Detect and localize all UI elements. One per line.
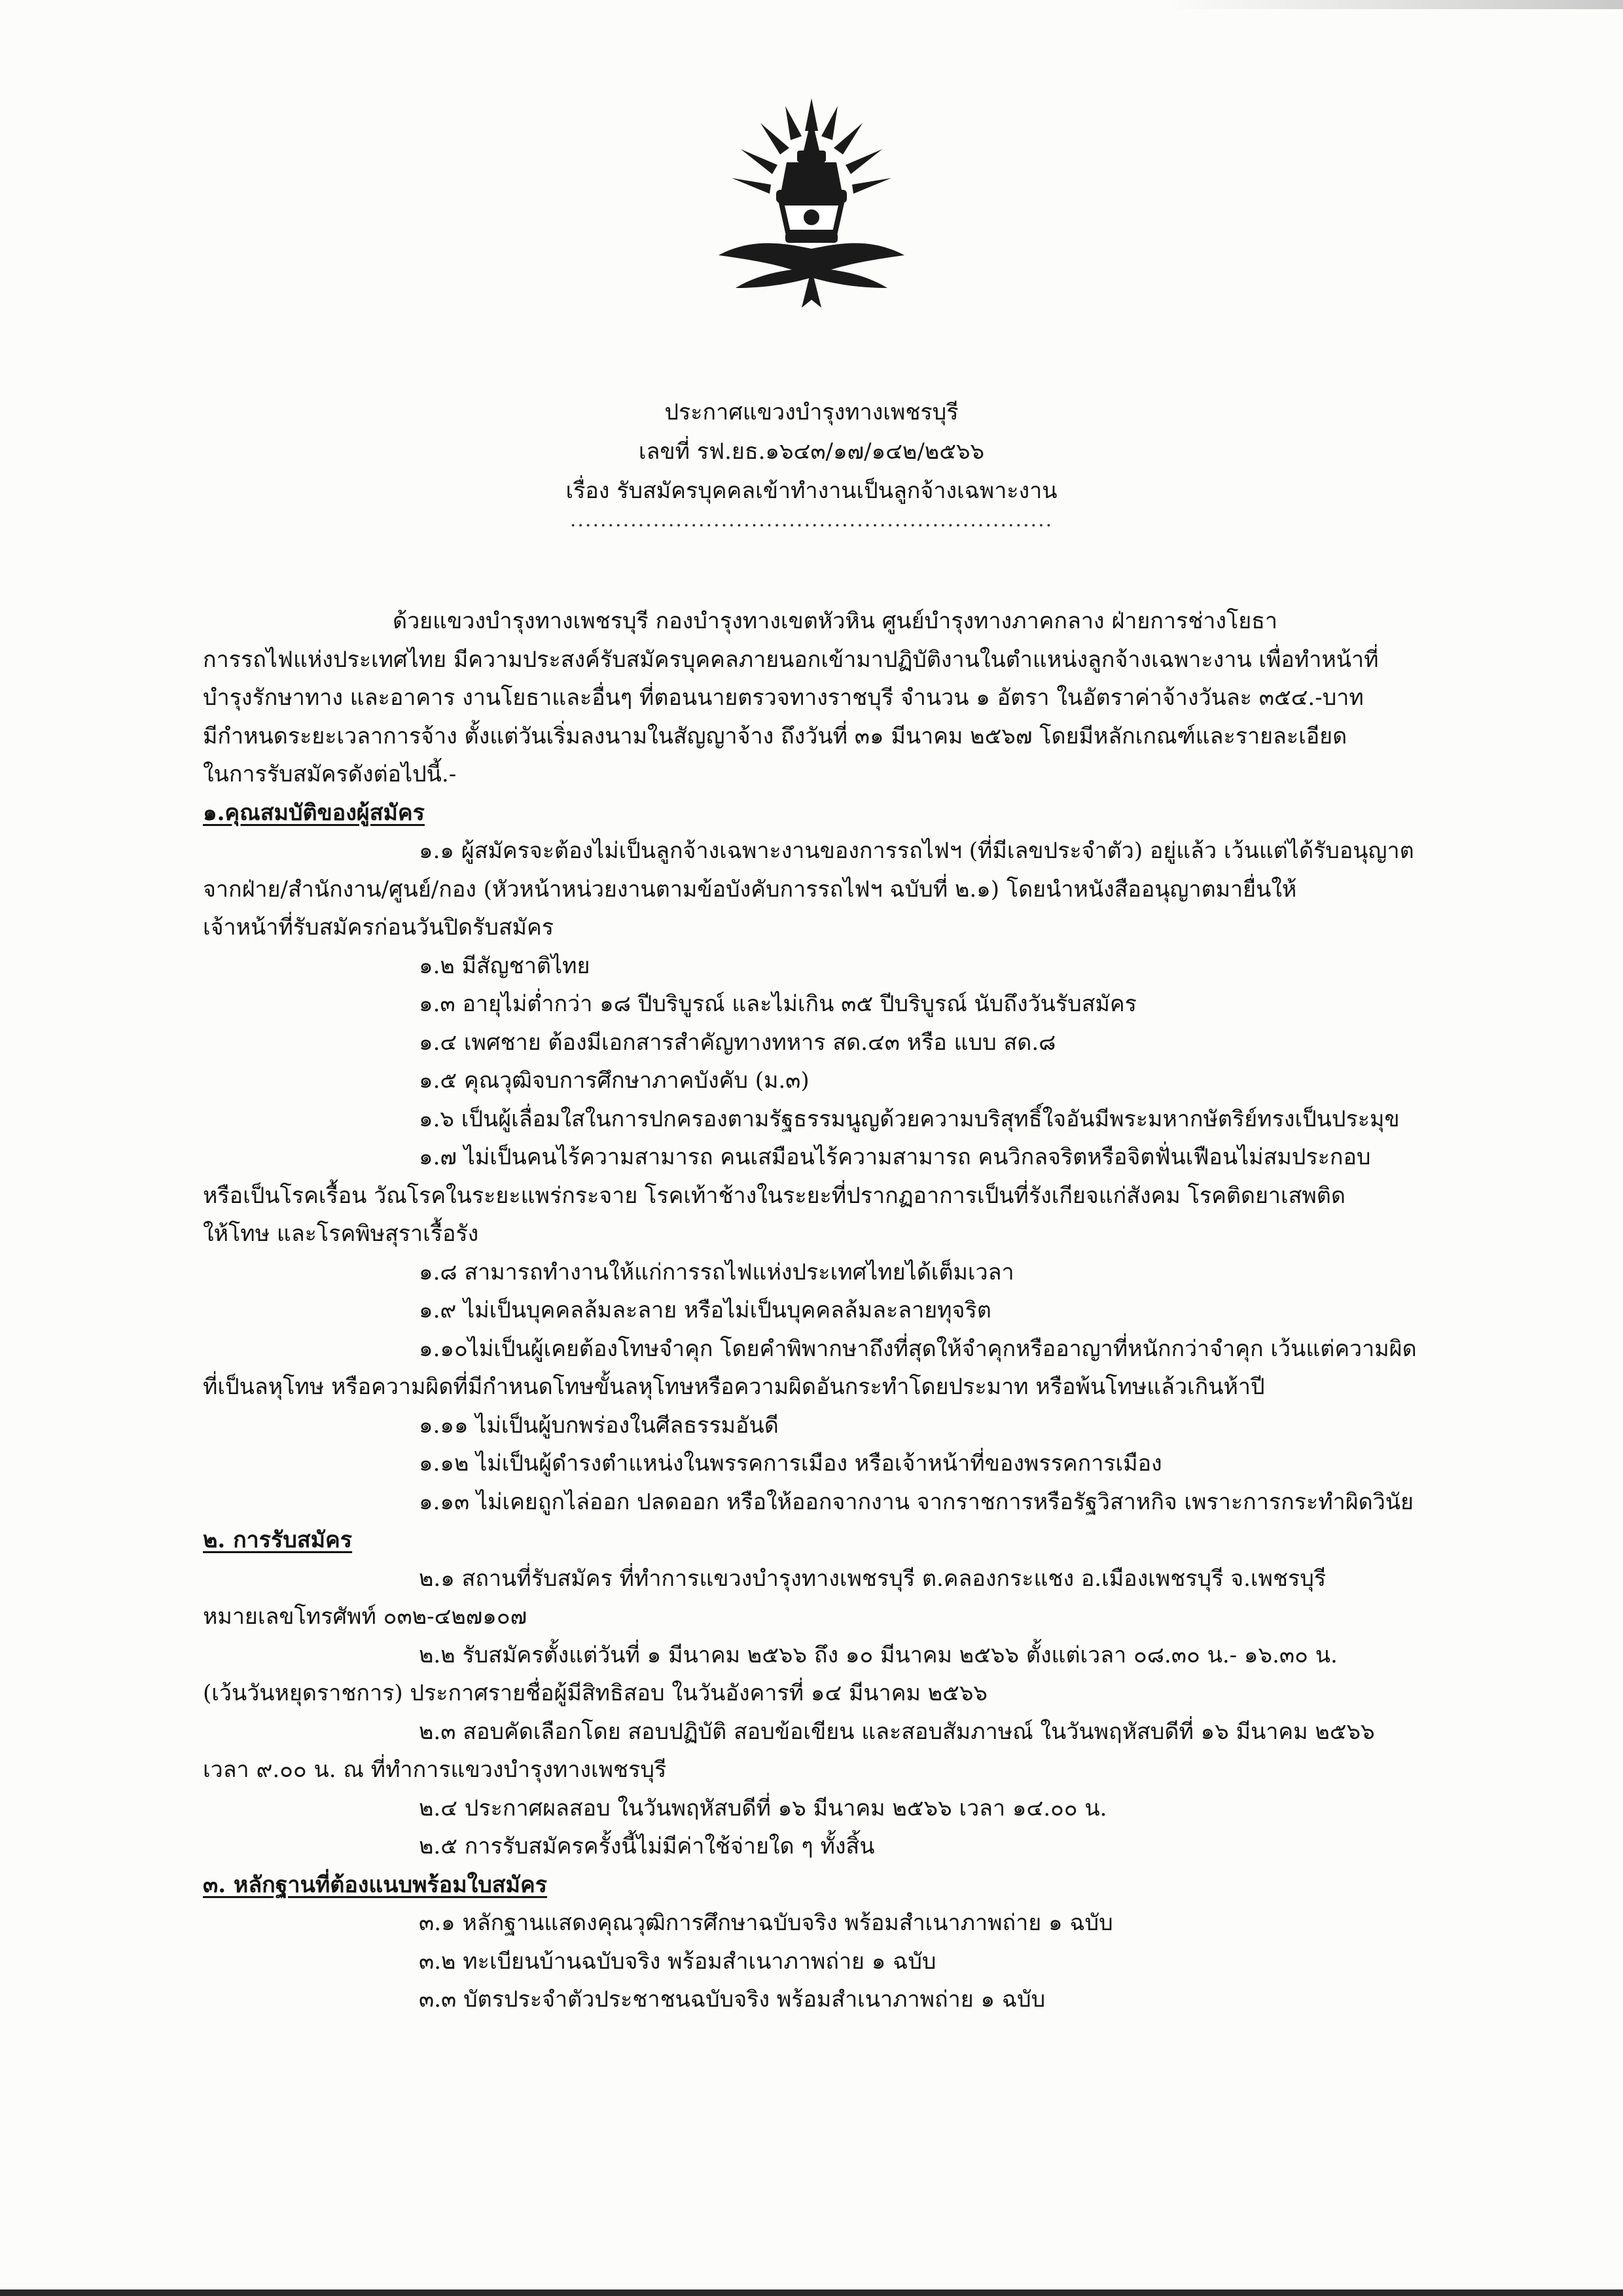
intro-line: บำรุงรักษาทาง และอาคาร งานโยธาและอื่นๆ ที่ตอนนายตรวจทางราชบุรี จำนวน ๑ อัตรา ในอัตราค่าจ้างวันละ ๓๕๔.-บาท <box>203 685 1364 711</box>
section-heading-documents: ๓. หลักฐานที่ต้องแนบพร้อมใบสมัคร <box>203 1871 547 1898</box>
qualification-item: ๑.๑๓ ไม่เคยถูกไล่ออก ปลดออก หรือให้ออกจากงาน จากราชการหรือรัฐวิสาหกิจ เพราะการกระทำผิดวินัย <box>419 1488 1414 1515</box>
application-item: ๒.๑ สถานที่รับสมัคร ที่ทำการแขวงบำรุงทางเพชรบุรี ต.คลองกระแชง อ.เมืองเพชรบุรี จ.เพชรบุรี <box>419 1565 1327 1592</box>
qualification-item: จากฝ่าย/สำนักงาน/ศูนย์/กอง (หัวหน้าหน่วยงานตามข้อบังคับการรถไฟฯ ฉบับที่ ๒.๑) โดยนำหนังสืออนุญาตมายื่นให้ <box>203 876 1297 903</box>
intro-line: มีกำหนดระยะเวลาการจ้าง ตั้งแต่วันเริ่มลงนามในสัญญาจ้าง ถึงวันที่ ๓๑ มีนาคม ๒๕๖๗ โดยมีหลักเกณฑ์และรายละเอียด <box>203 723 1347 749</box>
application-item: ๒.๓ สอบคัดเลือกโดย สอบปฏิบัติ สอบข้อเขียน และสอบสัมภาษณ์ ในวันพฤหัสบดีที่ ๑๖ มีนาคม ๒๕๖๖ <box>419 1718 1375 1745</box>
qualification-item: ๑.๑ ผู้สมัครจะต้องไม่เป็นลูกจ้างเฉพาะงานของการรถไฟฯ (ที่มีเลขประจำตัว) อยู่แล้ว เว้นแต่ได้รับอนุญาต <box>419 838 1414 864</box>
section-heading-application: ๒. การรับสมัคร <box>203 1527 353 1553</box>
application-item: เวลา ๙.๐๐ น. ณ ที่ทำการแขวงบำรุงทางเพชรบุรี <box>203 1757 667 1783</box>
qualification-item: ให้โทษ และโรคพิษสุราเรื้อรัง <box>203 1221 479 1247</box>
announcement-title: ประกาศแขวงบำรุงทางเพชรบุรี <box>664 399 959 425</box>
qualification-item: ๑.๓ อายุไม่ต่ำกว่า ๑๘ ปีบริบูรณ์ และไม่เกิน ๓๕ ปีบริบูรณ์ นับถึงวันรับสมัคร <box>419 991 1137 1017</box>
qualification-item: ๑.๖ เป็นผู้เลื่อมใสในการปกครองตามรัฐธรรมนูญด้วยความบริสุทธิ์ใจอันมีพระมหากษัตริย์ทรงเป็นประมุข <box>419 1105 1400 1132</box>
qualification-item: ๑.๒ มีสัญชาติไทย <box>419 952 590 979</box>
announcement-header <box>0 393 1623 530</box>
qualification-item: ๑.๘ สามารถทำงานให้แก่การรถไฟแห่งประเทศไทยได้เต็มเวลา <box>419 1259 1014 1285</box>
qualification-item: หรือเป็นโรคเรื้อน วัณโรคในระยะแพร่กระจาย โรคเท้าช้างในระยะที่ปรากฏอาการเป็นที่รังเกียจแก่สังคม โรคติดยาเสพติด <box>203 1182 1346 1209</box>
application-item: ๒.๕ การรับสมัครครั้งนี้ไม่มีค่าใช้จ่ายใด ๆ ทั้งสิ้น <box>419 1833 875 1859</box>
announcement-number: เลขที่ รฟ.ยธ.๑๖๔๓/๑๗/๑๔๒/๒๕๖๖ <box>638 439 985 465</box>
document-item: ๓.๓ บัตรประจำตัวประชาชนฉบับจริง พร้อมสำเนาภาพถ่าย ๑ ฉบับ <box>419 1986 1046 2013</box>
application-item: (เว้นวันหยุดราชการ) ประกาศรายชื่อผู้มีสิทธิสอบ ในวันอังคารที่ ๑๔ มีนาคม ๒๕๖๖ <box>203 1680 988 1706</box>
qualification-item: ๑.๙ ไม่เป็นบุคคลล้มละลาย หรือไม่เป็นบุคคลล้มละลายทุจริต <box>419 1297 991 1323</box>
document-item: ๓.๑ หลักฐานแสดงคุณวุฒิการศึกษาฉบับจริง พร้อมสำเนาภาพถ่าย ๑ ฉบับ <box>419 1910 1113 1936</box>
qualification-item: ๑.๕ คุณวุฒิจบการศึกษาภาคบังคับ (ม.๓) <box>419 1067 810 1094</box>
header-separator: ................................................................ <box>569 509 1054 531</box>
qualification-item: ที่เป็นลหุโทษ หรือความผิดที่มีกำหนดโทษขั้นลหุโทษหรือความผิดอันกระทำโดยประมาท หรือพ้นโทษแล้วเกินห้าปี <box>203 1374 1265 1400</box>
qualification-item: ๑.๗ ไม่เป็นคนไร้ความสามารถ คนเสมือนไร้ความสามารถ คนวิกลจริตหรือจิตฟั่นเฟือนไม่สมประกอบ <box>419 1144 1371 1170</box>
intro-line: ด้วยแขวงบำรุงทางเพชรบุรี กองบำรุงทางเขตหัวหิน ศูนย์บำรุงทางภาคกลาง ฝ่ายการช่างโยธา <box>393 608 1277 634</box>
scan-edge-top <box>1165 0 1623 9</box>
application-item: หมายเลขโทรศัพท์ ๐๓๒-๔๒๗๑๐๗ <box>203 1604 527 1630</box>
intro-line: ในการรับสมัครดังต่อไปนี้.- <box>203 761 457 787</box>
application-item: ๒.๔ ประกาศผลสอบ ในวันพฤหัสบดีที่ ๑๖ มีนาคม ๒๕๖๖ เวลา ๑๔.๐๐ น. <box>419 1795 1107 1821</box>
qualification-item: ๑.๑๐ไม่เป็นผู้เคยต้องโทษจำคุก โดยคำพิพากษาถึงที่สุดให้จำคุกหรืออาญาที่หนักกว่าจำคุก เว้นแต่ความผิด <box>419 1335 1417 1362</box>
section-heading-qualifications: ๑.คุณสมบัติของผู้สมัคร <box>203 799 425 826</box>
announcement-body <box>203 602 1479 2019</box>
qualification-item: ๑.๑๒ ไม่เป็นผู้ดำรงตำแหน่งในพรรคการเมือง หรือเจ้าหน้าที่ของพรรคการเมือง <box>419 1450 1162 1477</box>
railway-emblem-icon <box>713 92 910 314</box>
intro-line: การรถไฟแห่งประเทศไทย มีความประสงค์รับสมัครบุคคลภายนอกเข้ามาปฏิบัติงานในตำแหน่งลูกจ้างเฉพาะงาน เพื่อทำหน้าที่ <box>203 646 1379 673</box>
qualification-item: เจ้าหน้าที่รับสมัครก่อนวันปิดรับสมัคร <box>203 914 554 941</box>
qualification-item: ๑.๑๑ ไม่เป็นผู้บกพร่องในศีลธรรมอันดี <box>419 1412 779 1439</box>
announcement-subject: เรื่อง รับสมัครบุคคลเข้าทำงานเป็นลูกจ้างเฉพาะงาน <box>565 478 1058 504</box>
scan-edge-bottom <box>0 2289 1623 2296</box>
document-item: ๓.๒ ทะเบียนบ้านฉบับจริง พร้อมสำเนาภาพถ่าย ๑ ฉบับ <box>419 1948 936 1975</box>
qualification-item: ๑.๔ เพศชาย ต้องมีเอกสารสำคัญทางทหาร สด.๔๓ หรือ แบบ สด.๘ <box>419 1029 1056 1056</box>
application-item: ๒.๒ รับสมัครตั้งแต่วันที่ ๑ มีนาคม ๒๕๖๖ ถึง ๑๐ มีนาคม ๒๕๖๖ ตั้งแต่เวลา ๐๘.๓๐ น.- ๑๖.๓๐ น. <box>419 1641 1338 1668</box>
